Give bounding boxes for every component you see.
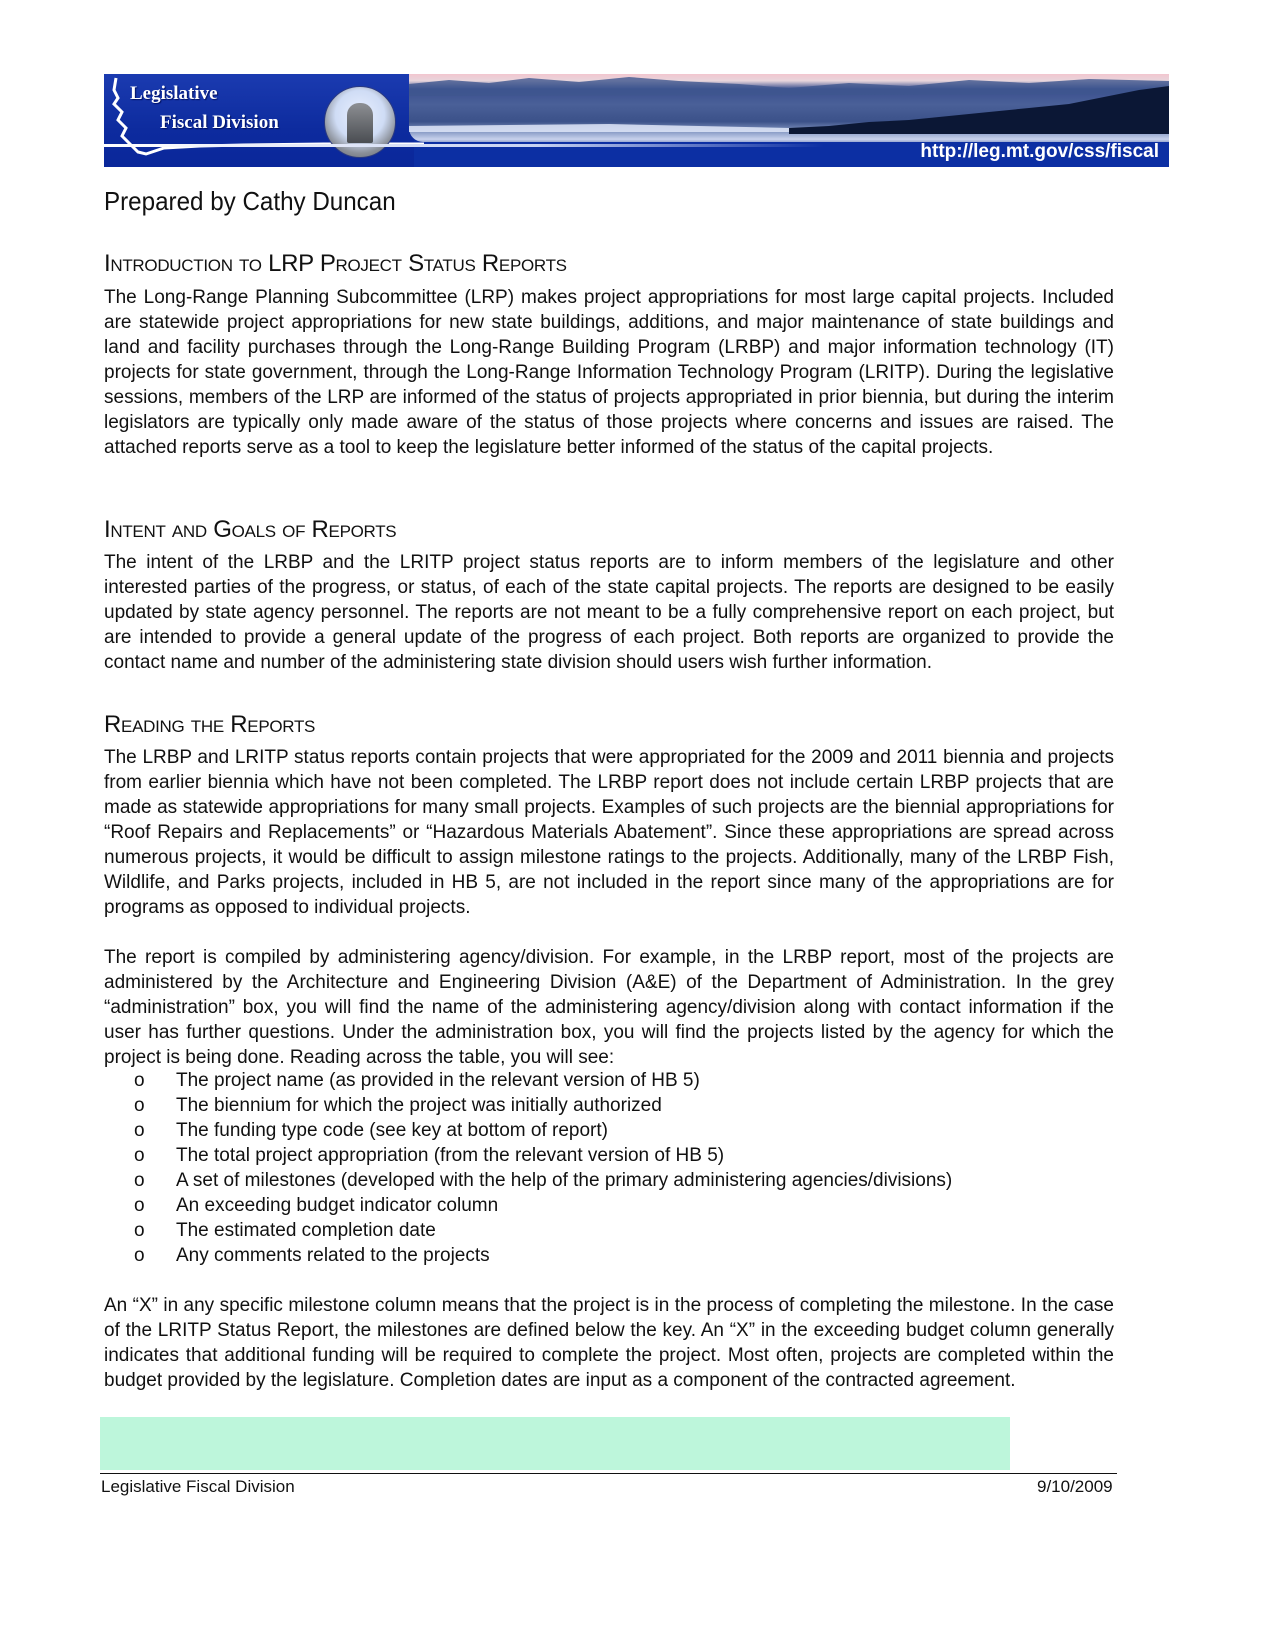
report-columns-list — [134, 1068, 952, 1268]
intent-paragraph: The intent of the LRBP and the LRITP project status reports are to inform members of the legislature and other interested parties of the progress, or status, of each of the state capital projects. The reports are designed to be easily updated by state agency personnel. The reports are not meant to be a fully comprehensive report on each project, but are intended to provide a general update of the progress of each project. Both reports are organized to provide the contact name and number of the administering state division should users wish further information. — [104, 552, 1114, 673]
mountain-silhouette-icon — [409, 74, 1169, 142]
list-item — [134, 1243, 952, 1268]
bullet-icon: o — [134, 1195, 145, 1216]
list-item — [134, 1068, 952, 1093]
list-item-text: An exceeding budget indicator column — [176, 1195, 499, 1216]
bullet-icon: o — [134, 1220, 145, 1241]
bullet-icon: o — [134, 1245, 145, 1266]
section-heading-introduction: Introduction to LRP Project Status Reports — [104, 250, 567, 277]
introduction-paragraph: The Long-Range Planning Subcommittee (LRP) makes project appropriations for most large capital projects. Included are statewide project appropriations for new state buildings, additions, and major maintenance of state buildings and land and facility purchases through the Long-Range Building Program (LRBP) and major information technology (IT) projects for state government, through the Long-Range Information Technology Program (LRITP). During the legislative sessions, members of the LRP are informed of the status of projects appropriated in prior biennia, but during the interim legislators are typically only made aware of the status of those projects where concerns and issues are raised. The attached reports serve as a tool to keep the legislature better informed of the status of the capital projects. — [104, 287, 1114, 458]
reading-paragraph-3: An “X” in any specific milestone column means that the project is in the process of completing the milestone. In the case of the LRITP Status Report, the milestones are defined below the key. An “X” in the exceeding budget column generally indicates that additional funding will be required to complete the project. Most often, projects are completed within the budget provided by the legislature. Completion dates are input as a component of the contracted agreement. — [104, 1295, 1114, 1391]
list-item-text: The funding type code (see key at bottom of report) — [176, 1120, 608, 1141]
list-item — [134, 1168, 952, 1193]
list-item-text: The project name (as provided in the relevant version of HB 5) — [176, 1070, 700, 1091]
prepared-by: Prepared by Cathy Duncan — [104, 186, 396, 216]
capitol-dome-icon — [347, 103, 373, 143]
banner-url-link[interactable]: http://leg.mt.gov/css/fiscal — [920, 141, 1159, 162]
banner-divider — [104, 144, 824, 147]
footer-date: 9/10/2009 — [1037, 1477, 1113, 1496]
list-item-text: The estimated completion date — [176, 1220, 436, 1241]
list-item-text: Any comments related to the projects — [176, 1245, 490, 1266]
list-item-text: The total project appropriation (from the relevant version of HB 5) — [176, 1145, 725, 1166]
capitol-dome-seal-icon — [324, 86, 396, 158]
list-item — [134, 1218, 952, 1243]
banner-title-line2: Fiscal Division — [160, 112, 279, 133]
list-item-text: The biennium for which the project was initially authorized — [176, 1095, 662, 1116]
bullet-icon: o — [134, 1070, 145, 1091]
header-banner — [104, 74, 1169, 167]
bullet-icon: o — [134, 1170, 145, 1191]
section-heading-intent-goals: Intent and Goals of Reports — [104, 516, 397, 543]
footer-organization: Legislative Fiscal Division — [101, 1477, 295, 1496]
list-item — [134, 1193, 952, 1218]
bullet-icon: o — [134, 1145, 145, 1166]
list-item — [134, 1118, 952, 1143]
banner-title-line1: Legislative — [130, 83, 218, 104]
reading-paragraph-1: The LRBP and LRITP status reports contain projects that were appropriated for the 2009 and 2011 biennia and projects from earlier biennia which have not been completed. The LRBP report does not include certain LRBP projects that are made as statewide appropriations for many small projects. Examples of such projects are the biennial appropriations for “Roof Repairs and Replacements” or “Hazardous Materials Abatement”. Since these appropriations are spread across numerous projects, it would be difficult to assign milestone ratings to the projects. Additionally, many of the LRBP Fish, Wildlife, and Parks projects, included in HB 5, are not included in the report since many of the appropriations are for programs as opposed to individual projects. — [104, 747, 1114, 918]
list-item-text: A set of milestones (developed with the help of the primary administering agencies/divisions) — [176, 1170, 953, 1191]
section-heading-reading-reports: Reading the Reports — [104, 711, 316, 738]
bullet-icon: o — [134, 1095, 145, 1116]
highlight-band — [100, 1417, 1010, 1470]
reading-paragraph-2: The report is compiled by administering agency/division. For example, in the LRBP report, most of the projects are administered by the Architecture and Engineering Division (A&E) of the Department of Administration. In the grey “administration” box, you will find the name of the administering agency/division along with contact information if the user has further questions. Under the administration box, you will find the projects listed by the agency for which the project is being done. Reading across the table, you will see: — [104, 947, 1114, 1068]
footer-divider — [100, 1473, 1117, 1474]
bullet-icon: o — [134, 1120, 145, 1141]
list-item — [134, 1143, 952, 1168]
list-item — [134, 1093, 952, 1118]
